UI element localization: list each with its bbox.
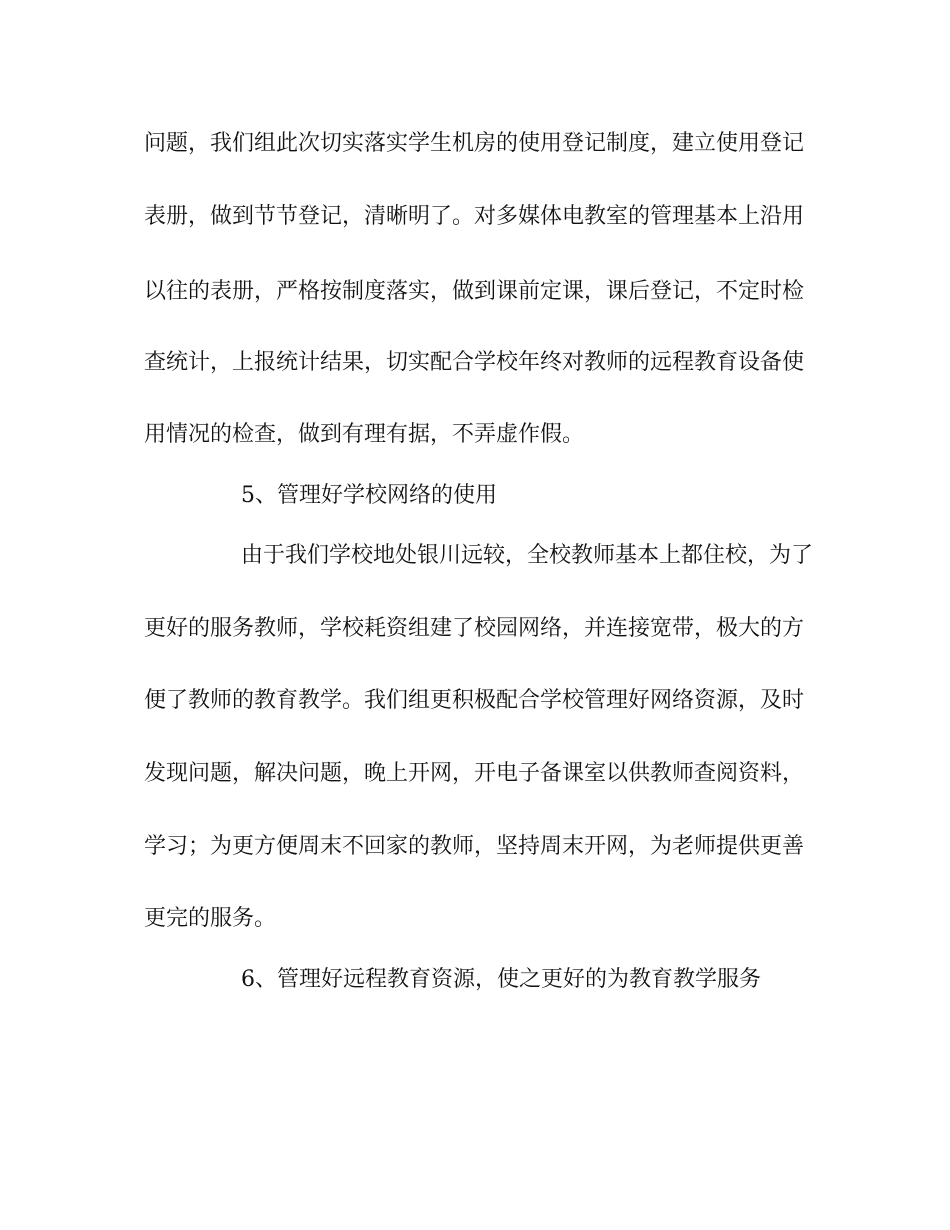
paragraph-line: 学习；为更方便周末不回家的教师，坚持周末开网，为老师提供更善 <box>144 834 805 859</box>
paragraph-line: 用情况的检查，做到有理有据，不弄虚作假。 <box>144 422 585 447</box>
paragraph-line: 发现问题，解决问题，晚上开网，开电子备课室以供教师查阅资料， <box>144 761 805 786</box>
paragraph-line: 问题，我们组此次切实落实学生机房的使用登记制度，建立使用登记 <box>144 131 805 156</box>
section-heading-5: 5、管理好学校网络的使用 <box>241 483 497 508</box>
section-heading-6: 6、管理好远程教育资源，使之更好的为教育教学服务 <box>241 967 761 992</box>
paragraph-line: 更好的服务教师，学校耗资组建了校园网络，并连接宽带，极大的方 <box>144 616 805 641</box>
paragraph-line: 更完的服务。 <box>144 906 277 931</box>
paragraph-line: 便了教师的教育教学。我们组更积极配合学校管理好网络资源，及时 <box>144 688 805 713</box>
paragraph-line: 查统计，上报统计结果，切实配合学校年终对教师的远程教育设备使 <box>144 350 805 375</box>
paragraph-line: 表册，做到节节登记，清晰明了。对多媒体电教室的管理基本上沿用 <box>144 204 805 229</box>
paragraph-line: 由于我们学校地处银川远较，全校教师基本上都住校，为了 <box>241 543 814 568</box>
paragraph-line: 以往的表册，严格按制度落实，做到课前定课，课后登记，不定时检 <box>144 279 805 304</box>
